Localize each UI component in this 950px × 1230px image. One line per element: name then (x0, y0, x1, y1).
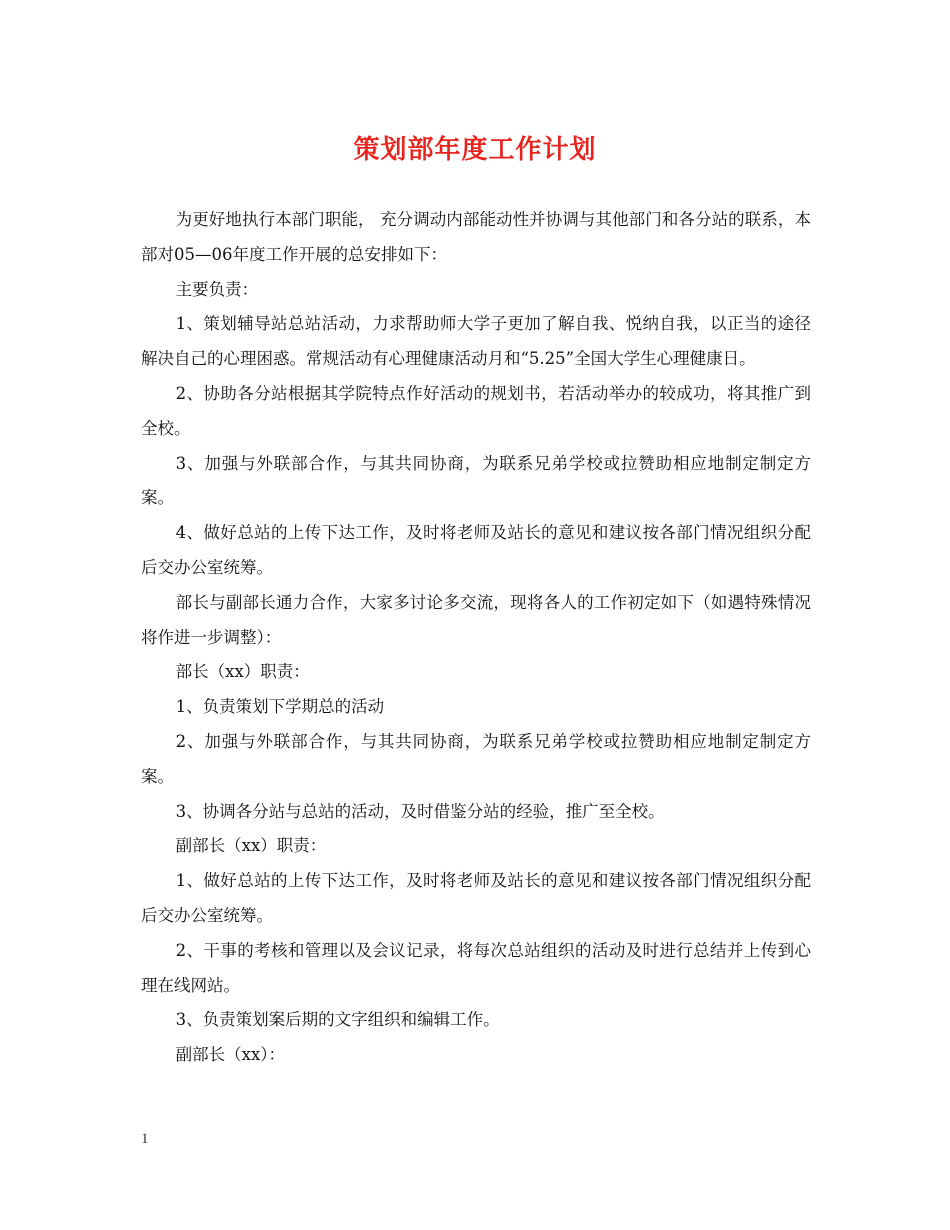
paragraph: 主要负责： (175, 279, 259, 299)
paragraph: 1、负责策划下学期总的活动 (175, 697, 385, 717)
paragraph: 部长与副部长通力合作，大家多讨论多交流，现将各人的工作初定如下（如遇特殊情况将作进一步调整）： (141, 592, 811, 647)
document-title: 策划部年度工作计划 (353, 135, 597, 165)
paragraph: 3、协调各分站与总站的活动，及时借鉴分站的经验，推广至全校。 (175, 801, 665, 821)
paragraph: 4、做好总站的上传下达工作，及时将老师及站长的意见和建议按各部门情况组织分配后交办公室统筹。 (141, 523, 811, 577)
paragraph: 副部长（xx）： (175, 1045, 286, 1065)
paragraph: 为更好地执行本部门职能， 充分调动内部能动性并协调与其他部门和各分站的联系，本部对05—06年度工作开展的总安排如下： (141, 210, 811, 264)
page-number: 1 (141, 1131, 149, 1147)
paragraph: 2、干事的考核和管理以及会议记录，将每次总站组织的活动及时进行总结并上传到心理在线网站。 (141, 940, 811, 995)
paragraph: 部长（xx）职责： (175, 662, 310, 682)
paragraph: 1、策划辅导站总站活动，力求帮助师大学子更加了解自我、悦纳自我，以正当的途径解决自己的心理困惑。常规活动有心理健康活动月和“5.25”全国大学生心理健康日。 (141, 314, 811, 369)
paragraph: 2、协助各分站根据其学院特点作好活动的规划书，若活动举办的较成功，将其推广到全校。 (141, 383, 811, 438)
paragraph: 2、加强与外联部合作，与其共同协商，为联系兄弟学校或拉赞助相应地制定制定方案。 (141, 731, 811, 786)
paragraph: 副部长（xx）职责： (175, 836, 327, 856)
document-body (141, 203, 811, 1073)
paragraph: 3、加强与外联部合作，与其共同协商，为联系兄弟学校或拉赞助相应地制定制定方案。 (141, 453, 811, 508)
paragraph: 3、负责策划案后期的文字组织和编辑工作。 (175, 1010, 500, 1030)
paragraph: 1、做好总站的上传下达工作，及时将老师及站长的意见和建议按各部门情况组织分配后交办公室统筹。 (141, 871, 811, 925)
